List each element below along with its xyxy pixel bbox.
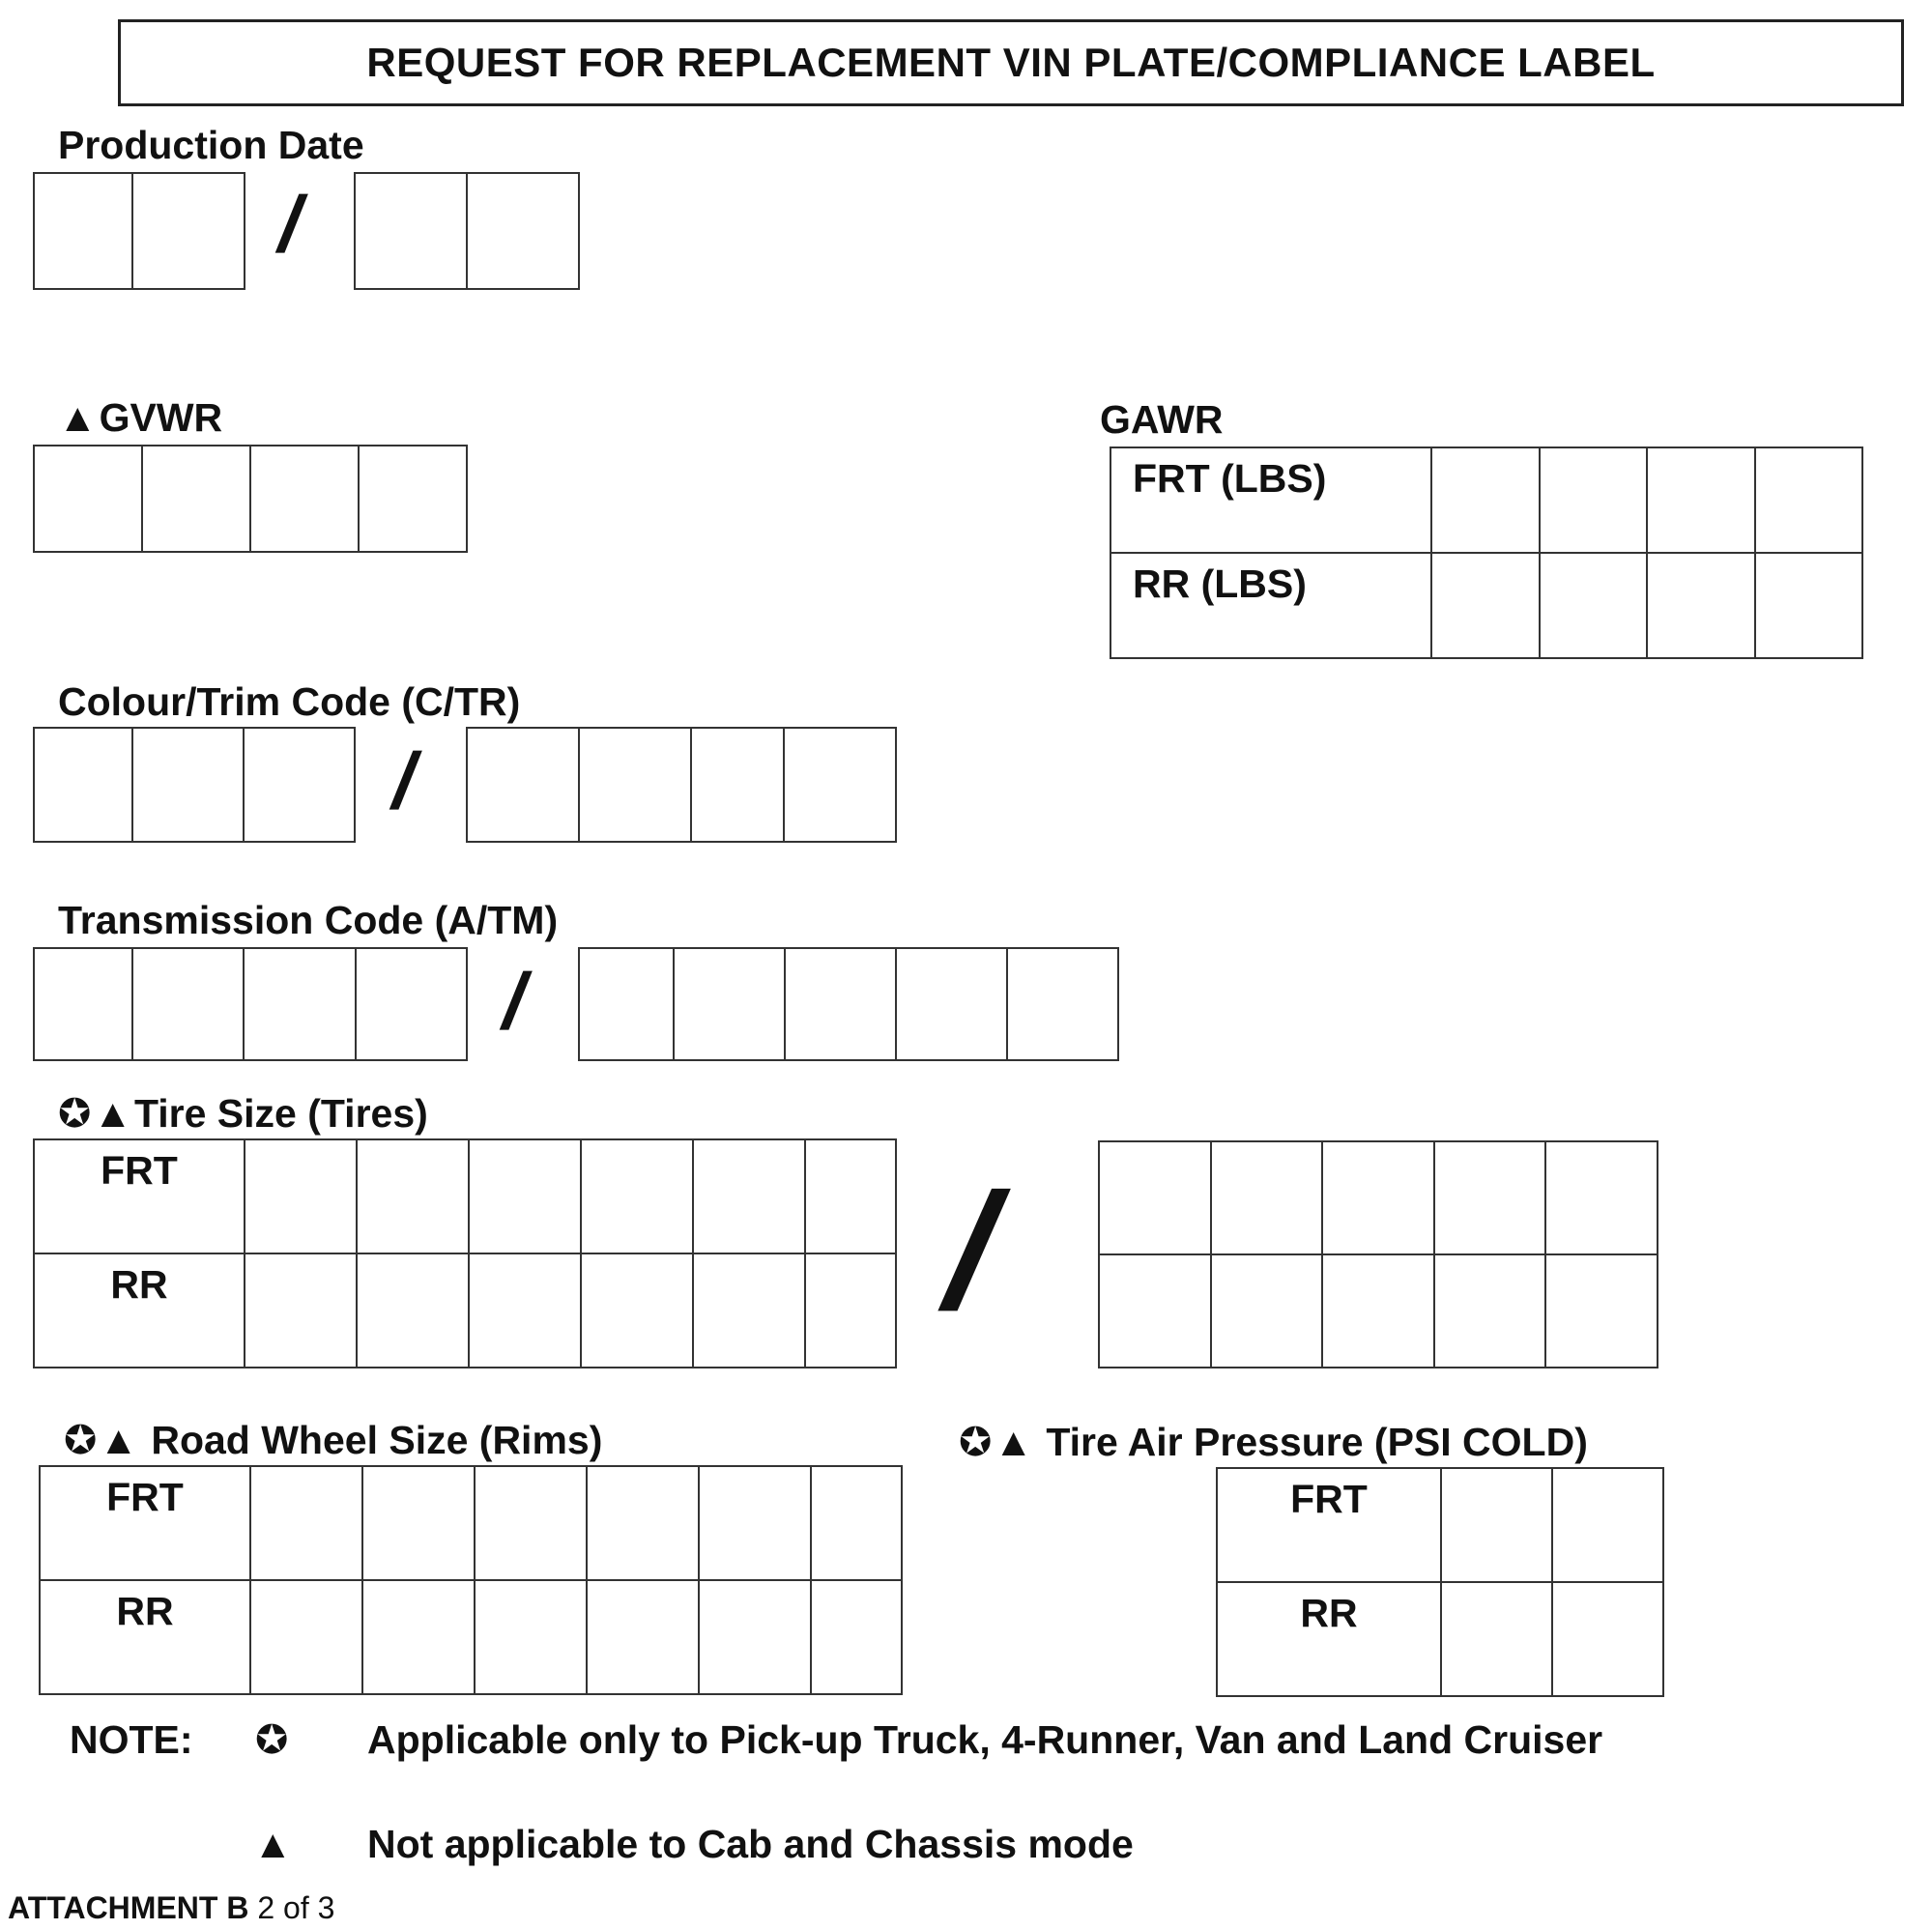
entry-box[interactable] [1551,1583,1662,1695]
entry-box[interactable] [784,949,895,1059]
entry-box[interactable] [804,1254,895,1367]
road-wheel-row-rear [41,1579,901,1693]
entry-box[interactable] [131,174,244,288]
entry-box[interactable] [1321,1255,1433,1367]
entry-box[interactable] [1433,1142,1545,1253]
entry-box[interactable] [698,1467,810,1579]
entry-box[interactable] [35,446,141,551]
production-date-year-boxes [354,172,580,290]
entry-box[interactable] [249,1467,361,1579]
entry-box[interactable] [468,1254,580,1367]
tire-size-row-rear [35,1253,895,1367]
road-wheel-front-label: FRT [106,1475,184,1519]
entry-box[interactable] [249,446,358,551]
entry-box[interactable] [243,949,354,1059]
trim-code-boxes [466,727,897,843]
entry-box[interactable] [1100,1255,1210,1367]
entry-box[interactable] [783,729,895,841]
colour-code-boxes [33,727,356,843]
gawr-row-rear [1111,552,1861,657]
entry-box[interactable] [356,174,466,288]
tire-pressure-label: ✪▲ Tire Air Pressure (PSI COLD) [959,1420,1588,1464]
tire-pressure-rear-label: RR [1300,1591,1358,1635]
entry-box[interactable] [804,1140,895,1253]
tire-size-rear-label: RR [110,1262,168,1307]
entry-box[interactable] [244,1140,356,1253]
colour-trim-separator: / [385,737,426,825]
tire-pressure-row-rear [1218,1581,1662,1695]
triangle-icon: ▲ [58,395,98,440]
triangle-icon: ▲ [253,1822,293,1866]
entry-box[interactable] [1100,1142,1210,1253]
entry-box[interactable] [580,949,673,1059]
entry-box[interactable] [131,949,243,1059]
transmission-separator: / [495,958,536,1046]
entry-box[interactable] [1210,1255,1322,1367]
road-wheel-label: ✪▲ Road Wheel Size (Rims) [64,1418,603,1462]
page-number: 2 of 3 [248,1890,335,1925]
entry-box[interactable] [356,1254,468,1367]
entry-box[interactable] [468,1140,580,1253]
colour-trim-label: Colour/Trim Code (C/TR) [58,679,521,724]
entry-box[interactable] [895,949,1006,1059]
transmission-a-boxes [33,947,468,1061]
entry-box[interactable] [586,1467,698,1579]
entry-box[interactable] [810,1467,901,1579]
entry-box[interactable] [692,1254,804,1367]
entry-box[interactable] [673,949,784,1059]
entry-box[interactable] [243,729,354,841]
road-wheel-rear-label: RR [116,1589,174,1633]
tire-pressure-row-front [1218,1469,1662,1581]
entry-box[interactable] [692,1140,804,1253]
road-wheel-row-front [41,1467,901,1579]
entry-box[interactable] [1440,1583,1551,1695]
tire-size-separator: / [928,1160,1020,1343]
entry-box[interactable] [361,1581,474,1693]
entry-box[interactable] [474,1581,586,1693]
gvwr-boxes [33,445,468,553]
entry-box[interactable] [580,1254,692,1367]
tire-size-row-front [35,1140,895,1253]
gawr-row-front [1111,448,1861,552]
entry-box[interactable] [1646,448,1754,552]
tire-pressure-front-label: FRT [1290,1477,1368,1521]
gawr-front-label: FRT (LBS) [1133,456,1327,501]
entry-box[interactable] [466,174,578,288]
attachment-footer [8,1892,334,1923]
entry-box[interactable] [1210,1142,1322,1253]
entry-box[interactable] [468,729,578,841]
production-date-month-boxes [33,172,245,290]
star-icon: ✪ [58,1091,92,1136]
entry-box[interactable] [1551,1469,1662,1581]
entry-box[interactable] [35,174,131,288]
tire-size-table [33,1138,897,1368]
triangle-icon: ▲ [93,1091,132,1136]
entry-box[interactable] [35,729,131,841]
transmission-label: Transmission Code (A/TM) [58,898,559,942]
entry-box[interactable] [131,729,243,841]
star-icon: ✪ [959,1420,993,1464]
entry-box[interactable] [358,446,466,551]
entry-box[interactable] [586,1581,698,1693]
entry-box[interactable] [810,1581,901,1693]
entry-box[interactable] [698,1581,810,1693]
star-icon: ✪ [64,1418,98,1462]
attachment-label: ATTACHMENT B [8,1890,249,1925]
entry-box[interactable] [1754,554,1862,657]
tire-size-front-label: FRT [101,1148,178,1193]
entry-box[interactable] [1440,1469,1551,1581]
entry-box[interactable] [1433,1255,1545,1367]
note-triangle-text: Not applicable to Cab and Chassis mode [367,1822,1134,1866]
entry-box[interactable] [249,1581,361,1693]
entry-box[interactable] [1544,1142,1657,1253]
gawr-table [1110,446,1863,659]
entry-box[interactable] [690,729,783,841]
triangle-icon: ▲ [99,1418,138,1462]
entry-box[interactable] [580,1140,692,1253]
entry-box[interactable] [361,1467,474,1579]
entry-box[interactable] [1544,1255,1657,1367]
star-icon: ✪ [255,1717,289,1762]
entry-box[interactable] [355,949,466,1059]
entry-box[interactable] [356,1140,468,1253]
entry-box[interactable] [1754,448,1862,552]
triangle-icon: ▲ [994,1420,1033,1464]
note-prefix: NOTE: [70,1717,193,1762]
transmission-tm-boxes [578,947,1119,1061]
note-star-text: Applicable only to Pick-up Truck, 4-Runner, Van and Land Cruiser [367,1717,1603,1762]
entry-box[interactable] [1539,448,1647,552]
gvwr-label: ▲GVWR [58,395,223,440]
tire-size-second-table [1098,1140,1658,1368]
form-title: REQUEST FOR REPLACEMENT VIN PLATE/COMPLIANCE LABEL [118,19,1904,106]
gawr-label: GAWR [1100,397,1224,442]
entry-box[interactable] [474,1467,586,1579]
entry-box[interactable] [35,949,131,1059]
tire-pressure-table [1216,1467,1664,1697]
tire-size-label: ✪▲Tire Size (Tires) [58,1091,428,1136]
production-date-label: Production Date [58,123,364,167]
gawr-rear-label: RR (LBS) [1133,562,1307,606]
entry-box[interactable] [1430,554,1539,657]
entry-box[interactable] [1539,554,1647,657]
entry-box[interactable] [1646,554,1754,657]
entry-box[interactable] [141,446,249,551]
entry-box[interactable] [1321,1142,1433,1253]
road-wheel-table [39,1465,903,1695]
date-separator: / [271,181,312,269]
entry-box[interactable] [1006,949,1117,1059]
entry-box[interactable] [244,1254,356,1367]
entry-box[interactable] [1430,448,1539,552]
entry-box[interactable] [578,729,690,841]
